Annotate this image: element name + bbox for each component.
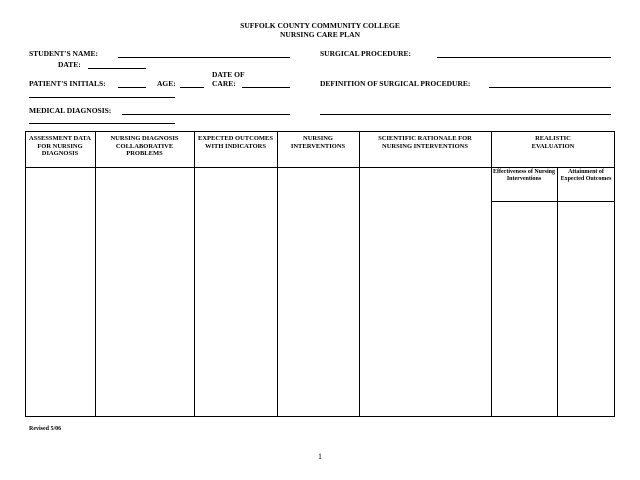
age-field[interactable] bbox=[180, 87, 204, 88]
medical-diagnosis-field[interactable] bbox=[122, 114, 290, 115]
col-header-nursing-diagnosis: NURSING DIAGNOSIS COLLABORATIVE PROBLEMS bbox=[110, 135, 179, 157]
cell-nursing-diagnosis[interactable] bbox=[96, 168, 193, 416]
revision-note: Revised 5/06 bbox=[29, 426, 62, 432]
document-title: NURSING CARE PLAN bbox=[279, 30, 360, 39]
surgical-procedure-field[interactable] bbox=[437, 57, 611, 58]
definition-field[interactable] bbox=[489, 87, 611, 88]
cell-attainment[interactable] bbox=[558, 202, 614, 416]
date-field[interactable] bbox=[88, 68, 146, 69]
date-of-care-field[interactable] bbox=[242, 87, 290, 88]
medical-diagnosis-extra-line[interactable] bbox=[29, 123, 175, 124]
col-header-assessment: ASSESSMENT DATA FOR NURSING DIAGNOSIS bbox=[29, 135, 91, 157]
date-of-care-label-line1: DATE OF bbox=[212, 70, 245, 79]
medical-diagnosis-label: MEDICAL DIAGNOSIS: bbox=[29, 106, 112, 115]
cell-scientific-rationale[interactable] bbox=[360, 168, 490, 416]
surgical-procedure-label: SURGICAL PROCEDURE: bbox=[320, 49, 412, 58]
subheader-attainment: Attainment of Expected Outcomes bbox=[560, 169, 612, 182]
subheader-effectiveness: Effectiveness of Nursing Interventions bbox=[493, 169, 555, 182]
definition-extra-line[interactable] bbox=[320, 114, 611, 115]
patient-initials-field[interactable] bbox=[118, 87, 146, 88]
student-name-label: STUDENT'S NAME: bbox=[29, 49, 98, 58]
col-header-nursing-interventions: NURSING INTERVENTIONS bbox=[290, 135, 346, 150]
student-name-field[interactable] bbox=[118, 57, 290, 58]
col-header-expected-outcomes: EXPECTED OUTCOMES WITH INDICATORS bbox=[198, 135, 273, 150]
page-number: 1 bbox=[318, 452, 322, 461]
cell-nursing-interventions[interactable] bbox=[278, 168, 358, 416]
cell-effectiveness[interactable] bbox=[492, 202, 556, 416]
date-of-care-label-line2: CARE: bbox=[212, 79, 236, 88]
col-header-scientific-rationale: SCIENTIFIC RATIONALE FOR NURSING INTERVENTIONS bbox=[378, 135, 472, 150]
institution-name: SUFFOLK COUNTY COMMUNITY COLLEGE bbox=[240, 21, 400, 30]
patient-info-extra-line[interactable] bbox=[29, 97, 175, 98]
age-label: AGE: bbox=[157, 79, 176, 88]
cell-expected-outcomes[interactable] bbox=[195, 168, 276, 416]
definition-label: DEFINITION OF SURGICAL PROCEDURE: bbox=[320, 79, 471, 88]
cell-assessment-data[interactable] bbox=[26, 168, 94, 416]
patient-initials-label: PATIENT'S INITIALS: bbox=[29, 79, 106, 88]
col-header-realistic-evaluation: REALISTIC EVALUATION bbox=[531, 135, 575, 150]
date-label: DATE: bbox=[58, 60, 81, 69]
